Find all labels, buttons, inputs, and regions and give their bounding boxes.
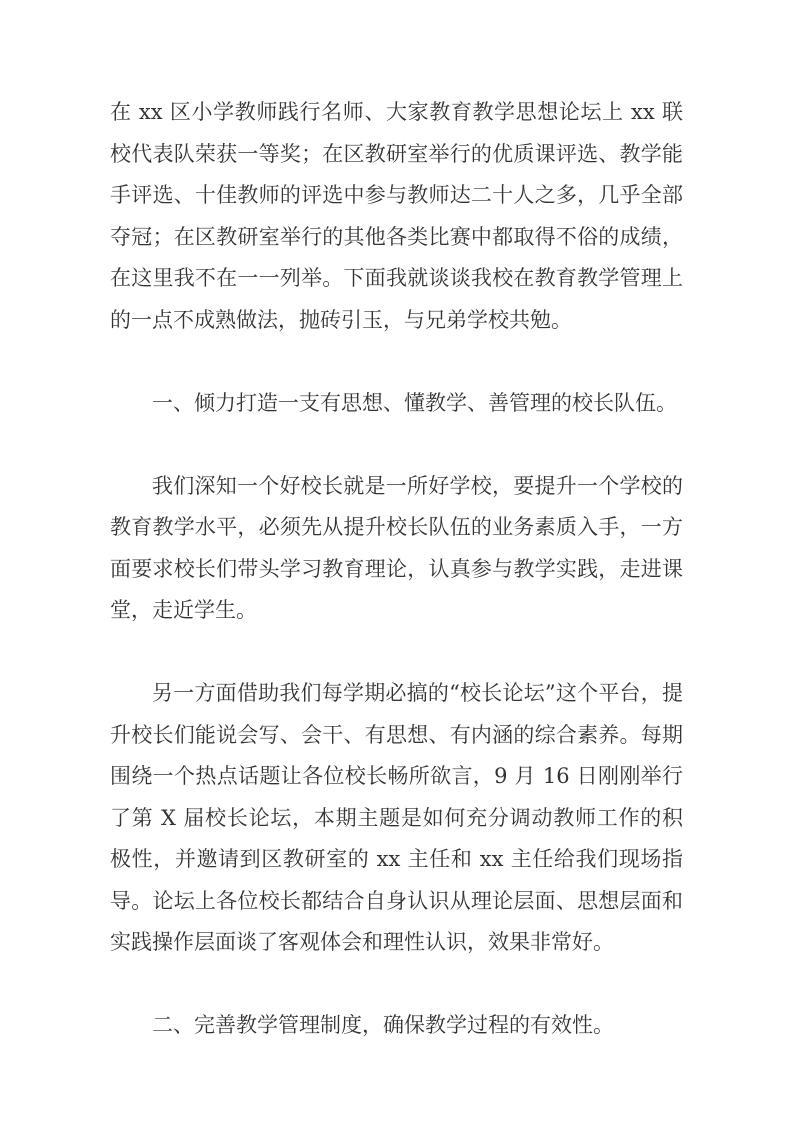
paragraph-principal-forum: 另一方面借助我们每学期必搞的“校长论坛”这个平台，提升校长们能说会写、会干、有思想、有内涵的综合素养。每期围绕一个热点话题让各位校长畅所欲言，9 月 16 日刚刚举行了第 X 届校长论坛，本期主题是如何充分调动教师工作的积极性，并邀请到区教研室的 xx 主任和 xx 主任给我们现场指导。论坛上各位校长都结合自身认识从理论层面、思想层面和实践操作层面谈了客观体会和理性认识，效果非常好。 xyxy=(110,681,683,954)
section-heading-1: 一、倾力打造一支有思想、懂教学、善管理的校长队伍。 xyxy=(152,390,677,415)
paragraph-principal-quality: 我们深知一个好校长就是一所好学校，要提升一个学校的教育教学水平，必须先从提升校长队伍的业务素质入手，一方面要求校长们带头学习教育理论，认真参与教学实践，走进课堂，走近学生。 xyxy=(110,473,683,622)
section-heading-2: 二、完善教学管理制度，确保教学过程的有效性。 xyxy=(152,1013,614,1037)
paragraph-achievements: 在 xx 区小学教师践行名师、大家教育教学思想论坛上 xx 联校代表队荣获一等奖；在区教研室举行的优质课评选、教学能手评选、十佳教师的评选中参与教师达二十人之多，几乎全部夺冠；在区教研室举行的其他各类比赛中都取得不俗的成绩，在这里我不在一一列举。下面我就谈谈我校在教育教学管理上的一点不成熟做法，抛砖引玉，与兄弟学校共勉。 xyxy=(110,100,683,332)
